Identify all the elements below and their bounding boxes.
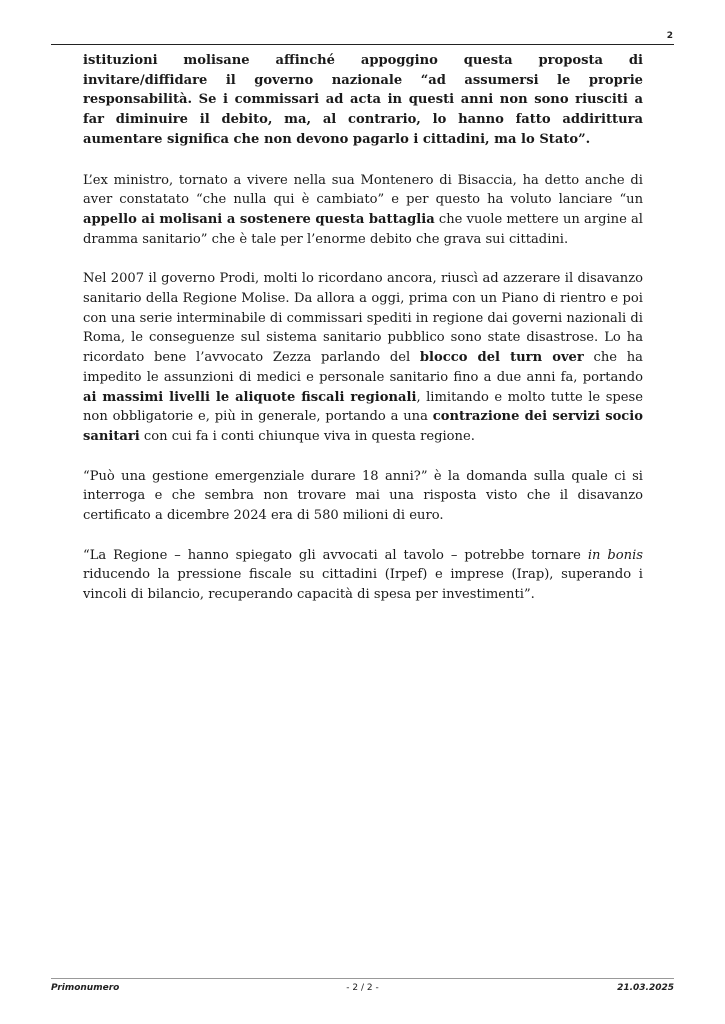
italic-phrase-in-bonis: in bonis — [587, 547, 644, 563]
lead-paragraph: istituzioni molisane affinché appoggino questa proposta di invitare/diffidare il governo nazionale “ad assumersi le proprie responsabilità. Se i commissari ad acta in questi anni non sono riusciti a far diminuire il debito, ma, al contrario, lo hanno fatto addirittura aumentare significa che non devono pagarlo i cittadini, ma lo Stato”. — [83, 53, 643, 147]
paragraph-text: Nel 2007 il governo Prodi, molti lo ricordano ancora, riuscì ad azzerare il disavanzo sanitario della Regione Molise. Da allora a oggi, prima con un Piano di rientro e poi con una serie interminabile di commissari spediti in regione dai governi nazionali di Roma, le conseguenze sul sistema sanitario pubblico sono state disastrose. Lo ha ricordato bene l’avvocato Zezza parlando del — [83, 271, 643, 366]
paragraph-region-in-bonis — [83, 546, 643, 605]
paragraph-text: con cui fa i conti chiunque viva in questa regione. — [139, 428, 475, 444]
bold-phrase-services: contrazione dei servizi socio sanitari — [83, 409, 643, 444]
bold-phrase-appeal: appello ai molisani a sostenere questa battaglia — [83, 211, 435, 227]
paragraph-text: riducendo la pressione fiscale su cittadini (Irpef) e imprese (Irap), superando i vincoli di bilancio, recuperando capacità di spesa per investimenti”. — [83, 567, 643, 603]
footer-publication-name: Primonumero — [51, 983, 120, 993]
paragraph-text: , limitando e molto tutte le spese non obbligatorie e, più in generale, portando a una — [83, 389, 644, 425]
article-body — [83, 51, 643, 625]
footer-divider — [51, 978, 674, 979]
paragraph-ex-minister — [83, 171, 643, 250]
paragraph-emergency-management: “Può una gestione emergenziale durare 18 anni?” è la domanda sulla quale ci si interroga e che sembra non trovare mai una risposta visto che il disavanzo certificato a dicembre 2024 era di 580 milioni di euro. — [83, 468, 643, 524]
footer-pagination: - 2 / 2 - — [346, 983, 379, 993]
bold-phrase-turn-over: blocco del turn over — [419, 350, 584, 366]
page-footer — [51, 983, 674, 997]
paragraph-text: che ha impedito le assunzioni di medici e personale sanitario fino a due anni fa, portando — [83, 350, 643, 385]
paragraph-text: “La Regione – hanno spiegato gli avvocati al tavolo – potrebbe tornare — [83, 547, 588, 563]
header-divider — [51, 44, 674, 45]
bold-phrase-tax-rates: ai massimi livelli le aliquote fiscali regionali — [83, 389, 417, 405]
footer-date: 21.03.2025 — [617, 983, 674, 993]
paragraph-text: che vuole mettere un argine al dramma sanitario” che è tale per l’enorme debito che grava sui cittadini. — [83, 211, 643, 247]
paragraph-prodi-2007 — [83, 269, 643, 446]
page-number: 2 — [666, 31, 673, 41]
paragraph-text: L’ex ministro, tornato a vivere nella sua Montenero di Bisaccia, ha detto anche di aver constatato “che nulla qui è cambiato” e per questo ha voluto lanciare “un — [83, 172, 643, 208]
